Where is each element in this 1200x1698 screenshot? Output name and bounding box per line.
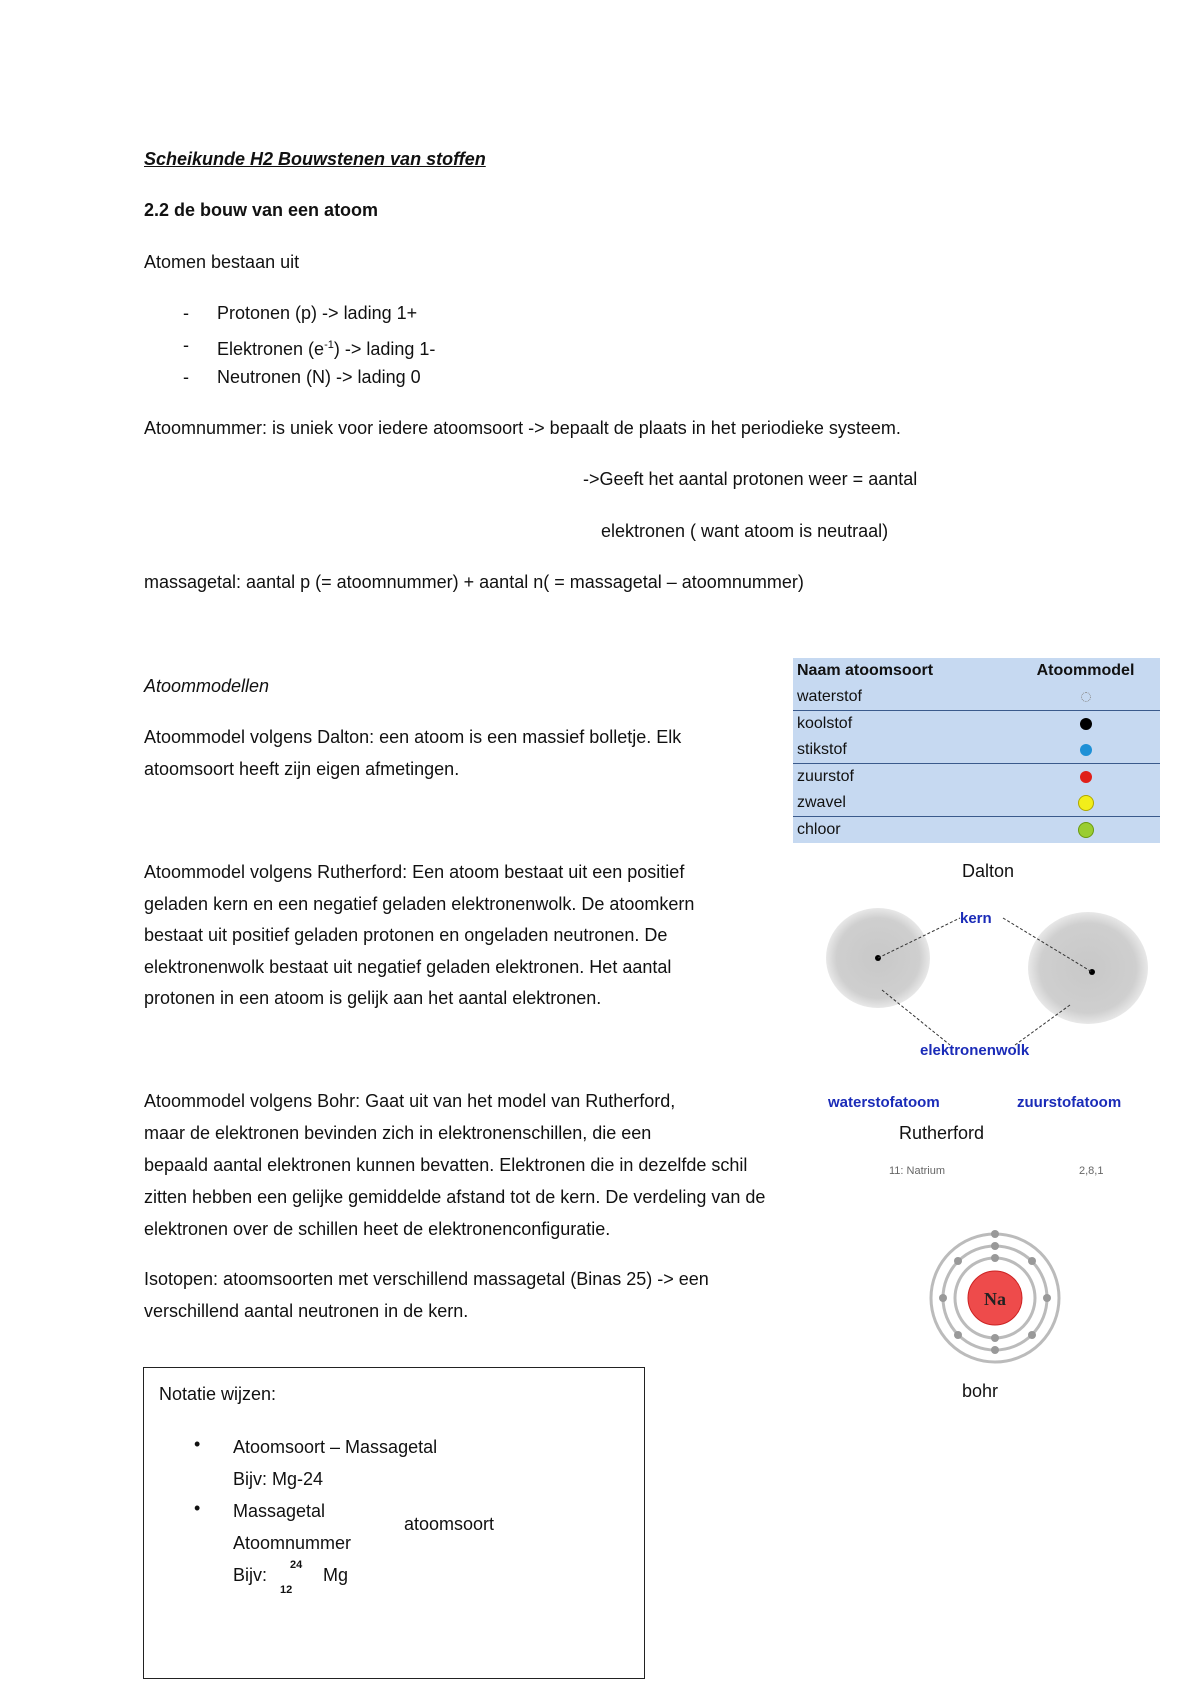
bullet: •	[194, 1498, 201, 1518]
notatie-box	[143, 1367, 645, 1679]
bohr-text-3: bepaald aantal elektronen kunnen bevatten. Elektronen die in dezelfde schil	[144, 1155, 748, 1175]
notatie-item2-line1: Massagetal	[233, 1501, 326, 1521]
table-header-row	[793, 658, 1160, 684]
element-name: zwavel	[793, 790, 1011, 817]
notatie-symbol: Mg	[323, 1565, 349, 1585]
bohr-text-4: zitten hebben een gelijke gemiddelde afstand tot de kern. De verdeling van de	[144, 1187, 766, 1207]
atom-dot-chloor	[1078, 822, 1094, 838]
isotopen-text-2: verschillend aantal neutronen in de kern.	[144, 1301, 469, 1321]
atoomnummer-line3: elektronen ( want atoom is neutraal)	[601, 521, 889, 541]
intro-text: Atomen bestaan uit	[144, 252, 300, 272]
element-name: chloor	[793, 817, 1011, 844]
bohr-nucleus-label: Na	[984, 1289, 1006, 1309]
table-row	[793, 737, 1160, 764]
table-row	[793, 684, 1160, 711]
rutherford-text-1: Atoommodel volgens Rutherford: Een atoom bestaat uit een positief	[144, 862, 685, 882]
atom-dot-zwavel	[1078, 795, 1094, 811]
bohr-small-left: 11: Natrium	[889, 1165, 946, 1177]
list-dash: -	[183, 335, 189, 355]
bullet: •	[194, 1434, 201, 1454]
rutherford-text-5: protonen in een atoom is gelijk aan het aantal elektronen.	[144, 988, 602, 1008]
table-row	[793, 711, 1160, 738]
electron-cloud-right	[1028, 912, 1148, 1024]
atom-dot-stikstof	[1080, 744, 1092, 756]
bohr-text-1: Atoommodel volgens Bohr: Gaat uit van het model van Rutherford,	[144, 1091, 676, 1111]
list-dash: -	[183, 367, 189, 387]
notatie-item2-side: atoomsoort	[404, 1514, 495, 1534]
elektronenwolk-label: elektronenwolk	[920, 1042, 1030, 1059]
atoomnummer-line2: ->Geeft het aantal protonen weer = aantal	[583, 469, 918, 489]
dalton-table	[793, 658, 1160, 843]
notatie-item1-line1: Atoomsoort – Massagetal	[233, 1437, 438, 1457]
atom-dot-koolstof	[1080, 718, 1092, 730]
section-heading: 2.2 de bouw van een atoom	[144, 200, 379, 220]
table-header: Atoommodel	[1011, 658, 1160, 684]
bohr-caption: bohr	[962, 1381, 999, 1401]
list-item-protonen: Protonen (p) -> lading 1+	[217, 303, 418, 323]
dalton-caption: Dalton	[962, 861, 1015, 881]
rutherford-figure	[820, 900, 1180, 1110]
page-title: Scheikunde H2 Bouwstenen van stoffen	[144, 149, 486, 169]
rutherford-text-3: bestaat uit positief geladen protonen en ongeladen neutronen. De	[144, 925, 668, 945]
notatie-item2-line2: Atoomnummer	[233, 1533, 352, 1553]
kern-label: kern	[960, 910, 992, 927]
list-item-neutronen: Neutronen (N) -> lading 0	[217, 367, 421, 387]
element-name: koolstof	[793, 711, 1011, 738]
notatie-atomic-number: 12	[280, 1584, 293, 1596]
rutherford-caption: Rutherford	[899, 1123, 985, 1143]
table-row	[793, 764, 1160, 791]
dalton-text-1: Atoommodel volgens Dalton: een atoom is een massief bolletje. Elk	[144, 727, 682, 747]
list-dash: -	[183, 303, 189, 323]
elektronen-text-after: ) -> lading 1-	[333, 339, 436, 359]
notatie-heading: Notatie wijzen:	[159, 1384, 277, 1404]
element-name: waterstof	[793, 684, 1011, 711]
table-row	[793, 790, 1160, 817]
atoomnummer-line1: Atoomnummer: is uniek voor iedere atoomsoort -> bepaalt de plaats in het periodieke systeem.	[144, 418, 901, 438]
list-item-elektronen	[217, 334, 435, 360]
waterstofatoom-label: waterstofatoom	[828, 1094, 940, 1111]
bohr-small-right: 2,8,1	[1079, 1165, 1104, 1177]
models-heading: Atoommodellen	[144, 676, 270, 696]
bohr-text-5: elektronen over de schillen heet de elektronenconfiguratie.	[144, 1219, 611, 1239]
atom-dot-zuurstof	[1080, 771, 1092, 783]
massagetal-line: massagetal: aantal p (= atoomnummer) + aantal n( = massagetal – atoomnummer)	[144, 572, 804, 592]
rutherford-text-2: geladen kern en een negatief geladen elektronenwolk. De atoomkern	[144, 894, 695, 914]
elektron-charge-sup: -1	[324, 339, 334, 351]
notatie-item1-line2: Bijv: Mg-24	[233, 1469, 324, 1489]
notatie-example-prefix: Bijv:	[233, 1565, 268, 1585]
zuurstofatoom-label: zuurstofatoom	[1017, 1094, 1122, 1111]
isotopen-text-1: Isotopen: atoomsoorten met verschillend massagetal (Binas 25) -> een	[144, 1269, 709, 1289]
rutherford-text-4: elektronenwolk bestaat uit negatief geladen elektronen. Het aantal	[144, 957, 672, 977]
atom-dot-waterstof	[1081, 692, 1091, 702]
table-row	[793, 817, 1160, 844]
bohr-figure	[925, 1228, 1065, 1368]
notatie-mass-number: 24	[290, 1559, 303, 1571]
element-name: stikstof	[793, 737, 1011, 764]
dalton-text-2: atoomsoort heeft zijn eigen afmetingen.	[144, 759, 460, 779]
element-name: zuurstof	[793, 764, 1011, 791]
elektronen-text: Elektronen (e	[217, 339, 325, 359]
bohr-text-2: maar de elektronen bevinden zich in elektronenschillen, die een	[144, 1123, 652, 1143]
table-header: Naam atoomsoort	[793, 658, 1011, 684]
